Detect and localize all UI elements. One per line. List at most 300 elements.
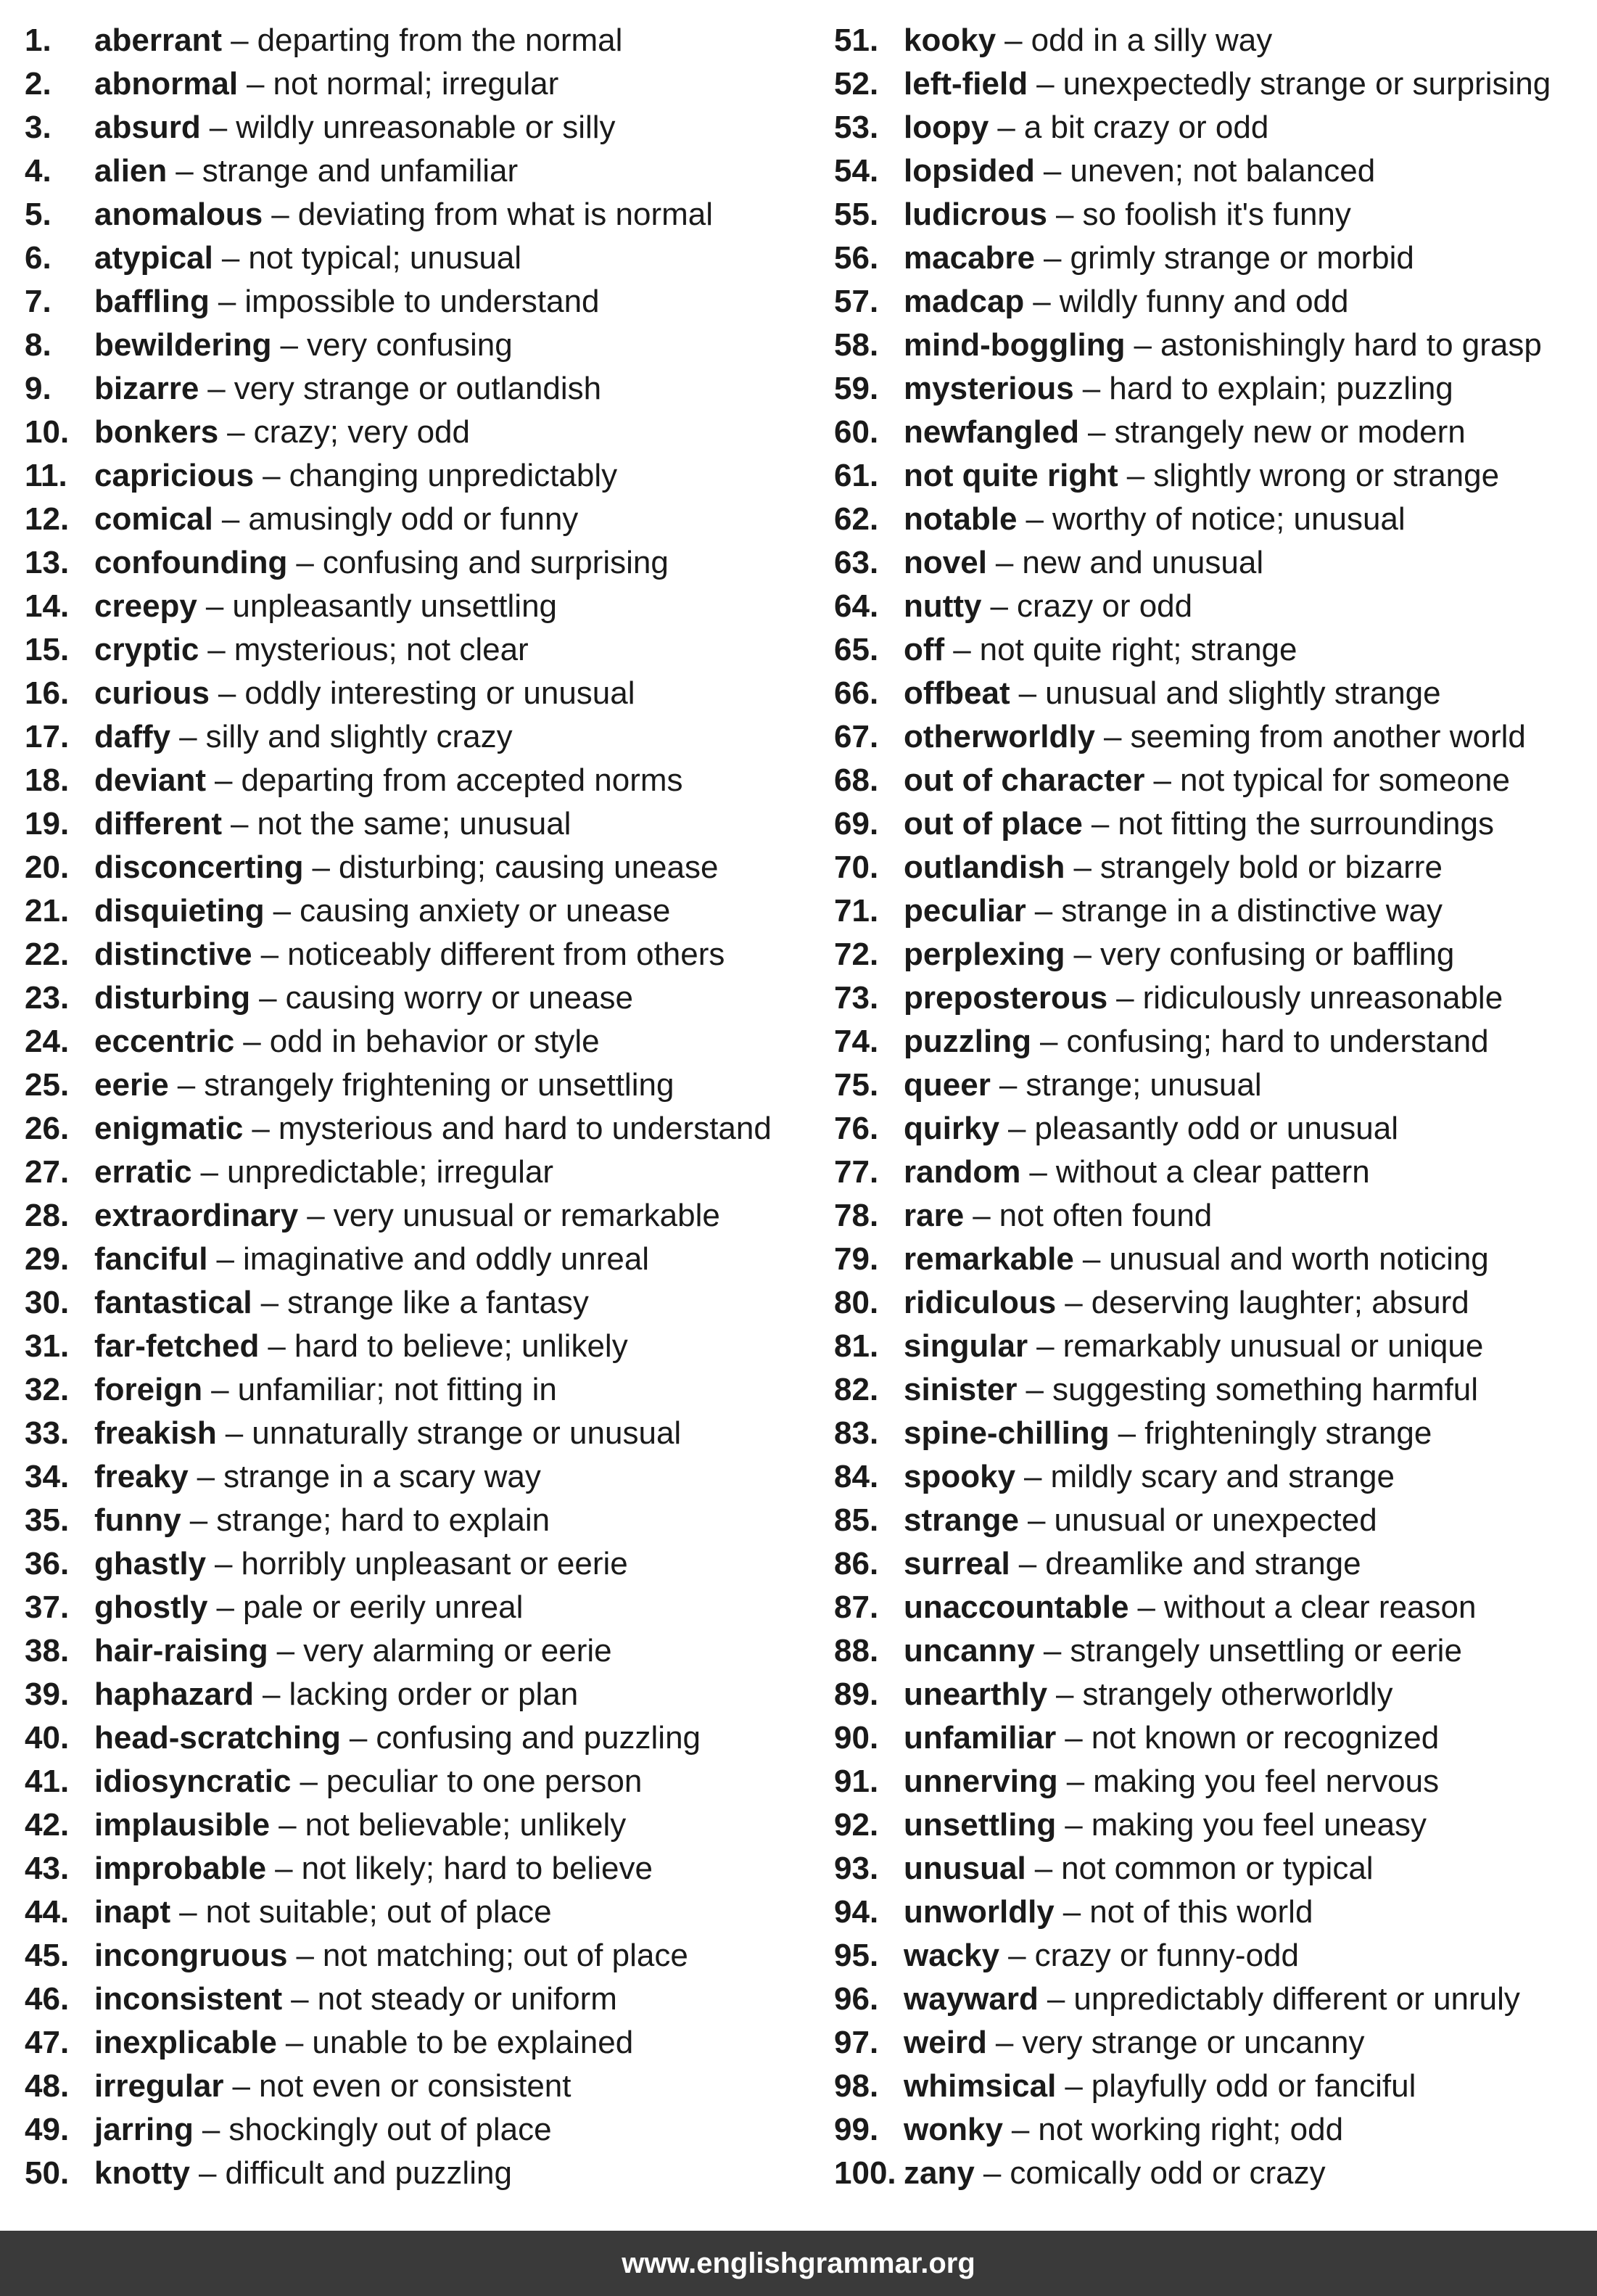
entry-dash: – <box>1066 1764 1085 1799</box>
entry-dash: – <box>997 110 1015 145</box>
list-item <box>25 1281 815 1325</box>
entry-definition: not of this world <box>1089 1894 1313 1930</box>
entry-dash: – <box>1029 1154 1047 1190</box>
list-item <box>25 1716 815 1760</box>
entry-number: 75. <box>834 1067 879 1103</box>
entry-definition: confusing and puzzling <box>376 1720 701 1756</box>
entry-dash: – <box>202 2112 220 2147</box>
entry-word: daffy <box>94 719 171 754</box>
list-item <box>25 1978 815 2021</box>
list-item <box>25 541 815 585</box>
entry-number: 39. <box>25 1676 70 1712</box>
entry-dash: – <box>291 1981 309 2017</box>
entry-definition: amusingly odd or funny <box>248 501 579 537</box>
entry-definition: pale or eerily unreal <box>242 1589 524 1625</box>
entry-word: loopy <box>904 110 989 145</box>
entry-definition: hard to believe; unlikely <box>294 1328 628 1364</box>
list-item <box>25 149 815 193</box>
list-item <box>25 585 815 628</box>
list-item <box>25 1107 815 1151</box>
entry-definition: seeming from another world <box>1130 719 1526 754</box>
entry-word: knotty <box>94 2155 190 2191</box>
entry-word: disconcerting <box>94 849 304 885</box>
entry-word: otherworldly <box>904 719 1096 754</box>
entry-dash: – <box>280 327 298 363</box>
entry-word: comical <box>94 501 213 537</box>
entry-definition: unpredictable; irregular <box>227 1154 554 1190</box>
list-item <box>25 280 815 324</box>
entry-dash: – <box>1153 762 1171 798</box>
entry-definition: mysterious; not clear <box>234 632 529 667</box>
entry-word: implausible <box>94 1807 271 1843</box>
list-item <box>834 846 1588 889</box>
entry-definition: not working right; odd <box>1038 2112 1344 2147</box>
entry-definition: confusing; hard to understand <box>1066 1024 1489 1059</box>
entry-word: remarkable <box>904 1241 1074 1277</box>
entry-word: distinctive <box>94 937 252 972</box>
list-item <box>834 1978 1588 2021</box>
entry-number: 45. <box>25 1938 70 1973</box>
list-item <box>834 1542 1588 1586</box>
list-item <box>25 1760 815 1803</box>
list-item <box>834 1890 1588 1934</box>
entry-number: 26. <box>25 1111 70 1146</box>
entry-number: 95. <box>834 1938 879 1973</box>
entry-number: 92. <box>834 1807 879 1843</box>
entry-number: 65. <box>834 632 879 667</box>
entry-word: singular <box>904 1328 1028 1364</box>
list-item <box>25 1890 815 1934</box>
list-item <box>834 759 1588 802</box>
entry-word: strange <box>904 1502 1019 1538</box>
list-item <box>25 1455 815 1499</box>
entry-dash: – <box>205 588 224 624</box>
list-item <box>834 541 1588 585</box>
entry-dash: – <box>1027 1502 1046 1538</box>
entry-dash: – <box>216 1241 234 1277</box>
entry-dash: – <box>1073 849 1092 885</box>
list-item <box>25 324 815 367</box>
entry-dash: – <box>231 806 249 842</box>
entry-dash: – <box>1043 1633 1062 1668</box>
entry-definition: strange and unfamiliar <box>202 153 519 189</box>
list-item <box>834 2065 1588 2108</box>
entry-dash: – <box>995 545 1014 580</box>
list-item <box>25 19 815 62</box>
list-item <box>834 367 1588 411</box>
entry-dash: – <box>243 1024 261 1059</box>
entry-dash: – <box>1018 675 1037 711</box>
entry-dash: – <box>177 1067 196 1103</box>
entry-definition: very strange or uncanny <box>1022 2025 1365 2060</box>
entry-word: jarring <box>94 2112 194 2147</box>
entry-dash: – <box>1116 980 1134 1016</box>
entry-dash: – <box>1065 2068 1083 2104</box>
entry-definition: changing unpredictably <box>289 458 618 493</box>
list-item <box>25 715 815 759</box>
entry-definition: hard to explain; puzzling <box>1109 371 1453 406</box>
entry-dash: – <box>273 893 292 929</box>
entry-word: wacky <box>904 1938 1000 1973</box>
list-item <box>25 367 815 411</box>
entry-word: mind-boggling <box>904 327 1126 363</box>
list-item <box>834 1716 1588 1760</box>
entry-word: rare <box>904 1198 965 1233</box>
entry-number: 44. <box>25 1894 70 1930</box>
entry-word: capricious <box>94 458 255 493</box>
entry-dash: – <box>1126 458 1145 493</box>
entry-definition: not typical; unusual <box>248 240 522 276</box>
entry-number: 90. <box>834 1720 879 1756</box>
entry-definition: not believable; unlikely <box>305 1807 627 1843</box>
entry-definition: very confusing <box>306 327 513 363</box>
entry-definition: strange; hard to explain <box>216 1502 550 1538</box>
footer-website-url[interactable]: www.englishgrammar.org <box>622 2247 975 2279</box>
entry-word: spine-chilling <box>904 1415 1110 1451</box>
entry-word: funny <box>94 1502 181 1538</box>
entry-number: 24. <box>25 1024 70 1059</box>
entry-definition: not steady or uniform <box>317 1981 617 2017</box>
entry-number: 13. <box>25 545 70 580</box>
entry-definition: new and unusual <box>1022 545 1264 580</box>
list-item <box>834 454 1588 498</box>
entry-dash: – <box>1091 806 1110 842</box>
entry-word: bonkers <box>94 414 219 450</box>
entry-definition: very unusual or remarkable <box>333 1198 720 1233</box>
list-item <box>834 585 1588 628</box>
entry-number: 86. <box>834 1546 879 1581</box>
entry-dash: – <box>1026 501 1044 537</box>
list-item <box>834 1107 1588 1151</box>
list-item <box>25 62 815 106</box>
entry-definition: slightly wrong or strange <box>1153 458 1500 493</box>
entry-number: 17. <box>25 719 70 754</box>
entry-definition: not likely; hard to believe <box>301 1851 653 1886</box>
entry-number: 30. <box>25 1285 70 1320</box>
entry-definition: mysterious and hard to understand <box>278 1111 772 1146</box>
entry-number: 29. <box>25 1241 70 1277</box>
entry-definition: disturbing; causing unease <box>338 849 719 885</box>
list-item <box>25 454 815 498</box>
entry-dash: – <box>1036 66 1055 102</box>
list-item <box>25 802 815 846</box>
list-item <box>834 1151 1588 1194</box>
list-item <box>25 1194 815 1238</box>
entry-word: erratic <box>94 1154 192 1190</box>
entry-dash: – <box>1137 1589 1155 1625</box>
list-item <box>834 1586 1588 1629</box>
entry-number: 23. <box>25 980 70 1016</box>
entry-definition: not normal; irregular <box>273 66 559 102</box>
list-item <box>834 1455 1588 1499</box>
entry-definition: unfamiliar; not fitting in <box>237 1372 557 1407</box>
list-item <box>25 672 815 715</box>
entry-dash: – <box>218 675 236 711</box>
list-item <box>834 2152 1588 2195</box>
entry-dash: – <box>1056 1676 1074 1712</box>
entry-number: 40. <box>25 1720 70 1756</box>
entry-dash: – <box>312 849 330 885</box>
entry-dash: – <box>197 1459 215 1494</box>
entry-word: novel <box>904 545 987 580</box>
entry-dash: – <box>221 501 240 537</box>
entry-definition: mildly scary and strange <box>1050 1459 1395 1494</box>
entry-number: 10. <box>25 414 70 450</box>
entry-dash: – <box>259 980 277 1016</box>
entry-dash: – <box>1024 1459 1042 1494</box>
entry-number: 22. <box>25 937 70 972</box>
entry-definition: not known or recognized <box>1091 1720 1440 1756</box>
entry-word: uncanny <box>904 1633 1035 1668</box>
list-item <box>25 2065 815 2108</box>
entry-number: 18. <box>25 762 70 798</box>
entry-number: 41. <box>25 1764 70 1799</box>
entry-dash: – <box>275 1851 293 1886</box>
entry-word: peculiar <box>904 893 1026 929</box>
entry-dash: – <box>1033 284 1051 319</box>
list-item <box>834 149 1588 193</box>
list-item <box>25 1238 815 1281</box>
entry-number: 16. <box>25 675 70 711</box>
list-item <box>834 976 1588 1020</box>
entry-word: puzzling <box>904 1024 1031 1059</box>
entry-word: foreign <box>94 1372 203 1407</box>
entry-number: 32. <box>25 1372 70 1407</box>
entry-number: 94. <box>834 1894 879 1930</box>
entry-number: 35. <box>25 1502 70 1538</box>
list-item <box>834 324 1588 367</box>
entry-word: absurd <box>94 110 201 145</box>
entry-word: far-fetched <box>94 1328 260 1364</box>
list-item <box>25 1673 815 1716</box>
entry-dash: – <box>1043 153 1062 189</box>
entry-word: macabre <box>904 240 1036 276</box>
entry-dash: – <box>225 1415 244 1451</box>
entry-word: haphazard <box>94 1676 255 1712</box>
entry-dash: – <box>296 545 314 580</box>
entry-dash: – <box>300 1764 318 1799</box>
entry-definition: unusual or unexpected <box>1054 1502 1377 1538</box>
footer-bar <box>0 2231 1597 2296</box>
entry-dash: – <box>296 1938 314 1973</box>
entry-dash: – <box>260 1285 279 1320</box>
entry-word: fantastical <box>94 1285 252 1320</box>
list-item <box>25 411 815 454</box>
entry-definition: impossible to understand <box>244 284 600 319</box>
entry-word: nutty <box>904 588 982 624</box>
entry-word: weird <box>904 2025 987 2060</box>
list-item <box>25 106 815 149</box>
entry-word: preposterous <box>904 980 1108 1016</box>
entry-number: 88. <box>834 1633 879 1668</box>
entry-word: inexplicable <box>94 2025 277 2060</box>
entry-word: unsettling <box>904 1807 1057 1843</box>
entry-definition: odd in a silly way <box>1031 22 1273 58</box>
entry-word: curious <box>94 675 210 711</box>
entry-number: 98. <box>834 2068 879 2104</box>
entry-number: 42. <box>25 1807 70 1843</box>
entry-word: abnormal <box>94 66 239 102</box>
entry-number: 4. <box>25 153 51 189</box>
entry-dash: – <box>999 1067 1018 1103</box>
entry-dash: – <box>263 1676 281 1712</box>
entry-word: out of character <box>904 762 1145 798</box>
entry-word: notable <box>904 501 1018 537</box>
entry-dash: – <box>973 1198 991 1233</box>
list-item <box>25 1368 815 1412</box>
entry-dash: – <box>1065 1285 1083 1320</box>
list-item <box>834 889 1588 933</box>
entry-dash: – <box>990 588 1009 624</box>
list-item <box>834 411 1588 454</box>
entry-dash: – <box>1018 1546 1037 1581</box>
entry-word: disturbing <box>94 980 251 1016</box>
entry-definition: making you feel uneasy <box>1091 1807 1427 1843</box>
entry-number: 25. <box>25 1067 70 1103</box>
entry-definition: unnaturally strange or unusual <box>252 1415 682 1451</box>
entry-dash: – <box>953 632 971 667</box>
entry-word: aberrant <box>94 22 223 58</box>
list-item <box>25 1934 815 1978</box>
entry-definition: dreamlike and strange <box>1045 1546 1361 1581</box>
list-item <box>834 1499 1588 1542</box>
entry-dash: – <box>995 2025 1014 2060</box>
list-item <box>834 1368 1588 1412</box>
entry-number: 87. <box>834 1589 879 1625</box>
entry-definition: comically odd or crazy <box>1010 2155 1326 2191</box>
entry-number: 61. <box>834 458 879 493</box>
entry-word: fanciful <box>94 1241 208 1277</box>
entry-definition: unpredictably different or unruly <box>1073 1981 1520 2017</box>
entry-number: 84. <box>834 1459 879 1494</box>
entry-number: 43. <box>25 1851 70 1886</box>
entry-word: wonky <box>904 2112 1003 2147</box>
entry-word: freaky <box>94 1459 189 1494</box>
entry-word: madcap <box>904 284 1025 319</box>
list-item <box>834 2108 1588 2152</box>
entry-dash: – <box>227 414 245 450</box>
entry-word: improbable <box>94 1851 267 1886</box>
list-item <box>834 1803 1588 1847</box>
list-item <box>25 1629 815 1673</box>
entry-number: 60. <box>834 414 879 450</box>
entry-word: offbeat <box>904 675 1010 711</box>
entry-definition: departing from accepted norms <box>241 762 683 798</box>
entry-number: 5. <box>25 197 51 232</box>
entry-number: 36. <box>25 1546 70 1581</box>
list-item <box>834 715 1588 759</box>
entry-definition: without a clear pattern <box>1055 1154 1370 1190</box>
entry-word: hair-raising <box>94 1633 268 1668</box>
entry-definition: playfully odd or fanciful <box>1091 2068 1416 2104</box>
entry-word: disquieting <box>94 893 265 929</box>
list-item <box>25 1063 815 1107</box>
list-item <box>834 1325 1588 1368</box>
entry-definition: so foolish it's funny <box>1082 197 1351 232</box>
entry-definition: remarkably unusual or unique <box>1062 1328 1484 1364</box>
entry-dash: – <box>983 2155 1002 2191</box>
entry-dash: – <box>200 1154 219 1190</box>
entry-definition: very confusing or baffling <box>1099 937 1455 972</box>
entry-number: 48. <box>25 2068 70 2104</box>
entry-dash: – <box>207 632 226 667</box>
entry-dash: – <box>215 1546 233 1581</box>
entry-word: unfamiliar <box>904 1720 1057 1756</box>
entry-number: 51. <box>834 22 879 58</box>
entry-number: 93. <box>834 1851 879 1886</box>
entry-dash: – <box>349 1720 368 1756</box>
entry-dash: – <box>179 1894 197 1930</box>
list-item <box>834 62 1588 106</box>
list-item <box>25 846 815 889</box>
entry-definition: unusual and slightly strange <box>1045 675 1441 711</box>
entry-number: 38. <box>25 1633 70 1668</box>
entry-number: 56. <box>834 240 879 276</box>
entry-definition: strange; unusual <box>1026 1067 1262 1103</box>
list-item <box>25 2152 815 2195</box>
entry-word: deviant <box>94 762 207 798</box>
list-item <box>834 1194 1588 1238</box>
entry-definition: unusual and worth noticing <box>1109 1241 1489 1277</box>
list-item <box>834 106 1588 149</box>
list-item <box>25 759 815 802</box>
list-item <box>834 1412 1588 1455</box>
entry-definition: very alarming or eerie <box>303 1633 612 1668</box>
entry-number: 73. <box>834 980 879 1016</box>
entry-definition: not typical for someone <box>1180 762 1510 798</box>
list-item <box>834 1020 1588 1063</box>
entry-number: 14. <box>25 588 70 624</box>
entry-definition: confusing and surprising <box>322 545 669 580</box>
entry-dash: – <box>247 66 265 102</box>
entry-number: 34. <box>25 1459 70 1494</box>
list-item <box>25 628 815 672</box>
entry-dash: – <box>307 1198 325 1233</box>
list-item <box>834 498 1588 541</box>
entry-dash: – <box>176 153 194 189</box>
entry-word: different <box>94 806 222 842</box>
entry-number: 74. <box>834 1024 879 1059</box>
entry-word: unnerving <box>904 1764 1058 1799</box>
entry-number: 47. <box>25 2025 70 2060</box>
list-item <box>834 193 1588 236</box>
entry-number: 53. <box>834 110 879 145</box>
entry-definition: strangely frightening or unsettling <box>204 1067 674 1103</box>
list-item <box>25 2021 815 2065</box>
entry-definition: suggesting something harmful <box>1052 1372 1478 1407</box>
entry-definition: deviating from what is normal <box>297 197 714 232</box>
entry-dash: – <box>218 284 236 319</box>
entry-number: 68. <box>834 762 879 798</box>
entry-number: 100. <box>834 2155 896 2191</box>
entry-word: ghostly <box>94 1589 208 1625</box>
entry-definition: causing worry or unease <box>285 980 633 1016</box>
entry-number: 89. <box>834 1676 879 1712</box>
entry-definition: strangely bold or bizarre <box>1099 849 1443 885</box>
list-item <box>834 1629 1588 1673</box>
entry-definition: uneven; not balanced <box>1070 153 1376 189</box>
entry-word: left-field <box>904 66 1028 102</box>
entry-dash: – <box>1034 1851 1053 1886</box>
list-item <box>25 236 815 280</box>
list-item <box>25 1151 815 1194</box>
entry-word: ghastly <box>94 1546 207 1581</box>
list-item <box>834 933 1588 976</box>
entry-definition: odd in behavior or style <box>269 1024 600 1059</box>
entry-number: 50. <box>25 2155 70 2191</box>
entry-number: 81. <box>834 1328 879 1364</box>
list-item <box>834 1847 1588 1890</box>
